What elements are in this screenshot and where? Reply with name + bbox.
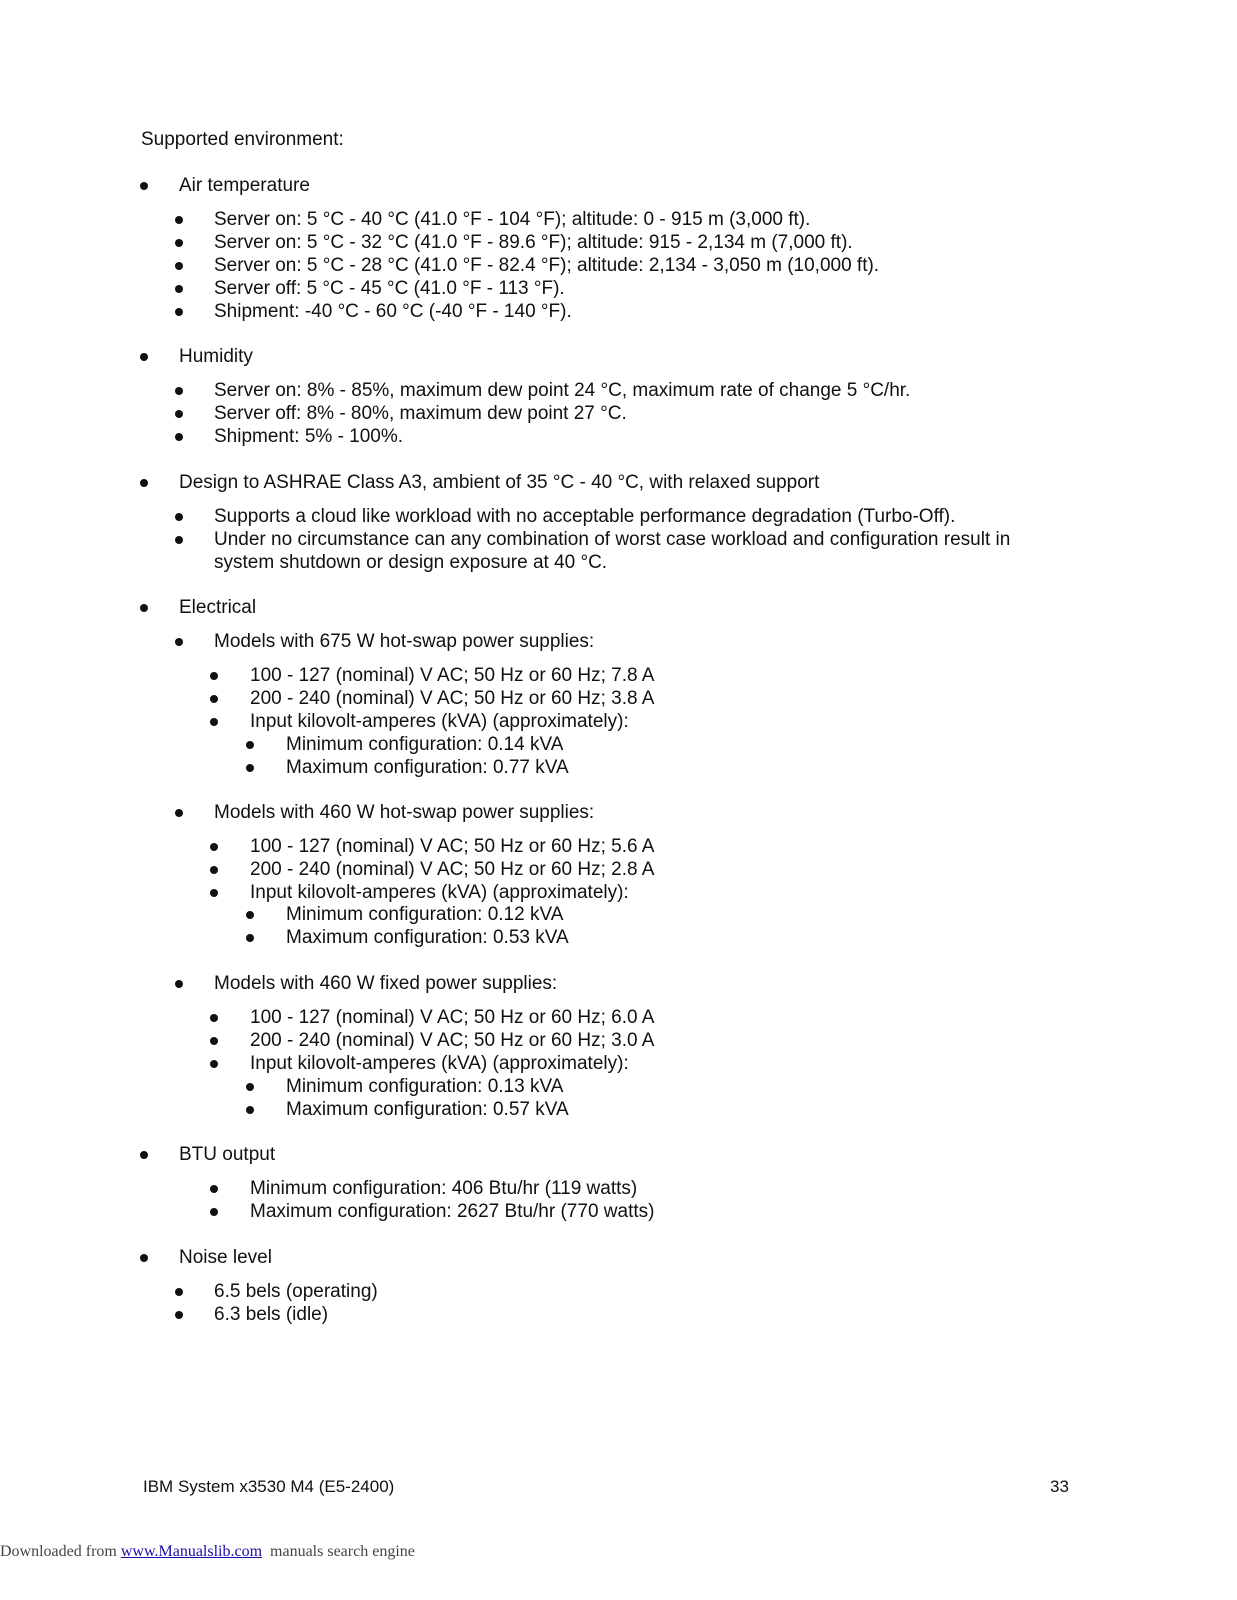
bullet — [140, 479, 148, 487]
bullet — [140, 353, 148, 361]
list-item-continuation: system shutdown or design exposure at 40 °C. — [214, 552, 608, 573]
list-item: 200 - 240 (nominal) V AC; 50 Hz or 60 Hz; 3.8 A — [250, 688, 655, 709]
group-title: Models with 675 W hot-swap power supplies: — [214, 631, 595, 652]
bullet — [210, 866, 218, 874]
section-heading: Design to ASHRAE Class A3, ambient of 35 °C - 40 °C, with relaxed support — [179, 472, 820, 493]
sub-item: Minimum configuration: 0.14 kVA — [286, 734, 564, 755]
bullet — [175, 1311, 183, 1319]
list-item: 200 - 240 (nominal) V AC; 50 Hz or 60 Hz; 2.8 A — [250, 859, 655, 880]
bullet — [246, 1106, 254, 1114]
list-item: 6.3 bels (idle) — [214, 1304, 329, 1325]
bullet — [210, 1185, 218, 1193]
list-item: Input kilovolt-amperes (kVA) (approximately): — [250, 711, 629, 732]
credit-prefix: Downloaded from — [0, 1543, 121, 1560]
bullet — [210, 718, 218, 726]
list-item: Under no circumstance can any combination of worst case workload and configuration result in — [214, 529, 1011, 550]
bullet — [210, 1208, 218, 1216]
sub-item: Minimum configuration: 0.12 kVA — [286, 904, 564, 925]
sub-item: Minimum configuration: 0.13 kVA — [286, 1076, 564, 1097]
list-item: Server on: 5 °C - 32 °C (41.0 °F - 89.6 °F); altitude: 915 - 2,134 m (7,000 ft). — [214, 232, 853, 253]
bullet — [175, 239, 183, 247]
bullet — [210, 672, 218, 680]
bullet — [175, 216, 183, 224]
bullet — [210, 843, 218, 851]
list-item: Shipment: -40 °C - 60 °C (-40 °F - 140 °F). — [214, 301, 572, 322]
bullet — [175, 1288, 183, 1296]
list-item: 100 - 127 (nominal) V AC; 50 Hz or 60 Hz; 7.8 A — [250, 665, 655, 686]
manualslib-link[interactable]: www.Manualslib.com — [120, 1543, 263, 1560]
bullet — [175, 638, 183, 646]
list-item: Input kilovolt-amperes (kVA) (approximately): — [250, 1053, 629, 1074]
bullet — [140, 1151, 148, 1159]
bullet — [175, 980, 183, 988]
section-heading: Humidity — [179, 346, 253, 367]
group-title: Models with 460 W hot-swap power supplies: — [214, 802, 595, 823]
bullet — [246, 934, 254, 942]
section-heading: BTU output — [179, 1144, 276, 1165]
bullet — [210, 1060, 218, 1068]
list-item: Input kilovolt-amperes (kVA) (approximately): — [250, 882, 629, 903]
list-item: Shipment: 5% - 100%. — [214, 426, 404, 447]
list-item: 6.5 bels (operating) — [214, 1281, 378, 1302]
section-heading: Electrical — [179, 597, 257, 618]
bullet — [210, 889, 218, 897]
bullet — [140, 1254, 148, 1262]
bullet — [246, 741, 254, 749]
bullet — [175, 308, 183, 316]
bullet — [210, 695, 218, 703]
bullet — [140, 604, 148, 612]
list-item: Minimum configuration: 406 Btu/hr (119 watts) — [250, 1178, 638, 1199]
bullet — [246, 1083, 254, 1091]
list-item: Server on: 8% - 85%, maximum dew point 24 °C, maximum rate of change 5 °C/hr. — [214, 380, 911, 401]
list-item: Server on: 5 °C - 28 °C (41.0 °F - 82.4 °F); altitude: 2,134 - 3,050 m (10,000 ft). — [214, 255, 880, 276]
sub-item: Maximum configuration: 0.77 kVA — [286, 757, 569, 778]
sub-item: Maximum configuration: 0.57 kVA — [286, 1099, 569, 1120]
list-item: 100 - 127 (nominal) V AC; 50 Hz or 60 Hz; 6.0 A — [250, 1007, 655, 1028]
section-heading: Noise level — [179, 1247, 272, 1268]
bullet — [210, 1037, 218, 1045]
bullet — [175, 262, 183, 270]
list-item: 200 - 240 (nominal) V AC; 50 Hz or 60 Hz; 3.0 A — [250, 1030, 655, 1051]
list-item: Server off: 5 °C - 45 °C (41.0 °F - 113 °F). — [214, 278, 565, 299]
download-credit — [0, 1542, 415, 1562]
bullet — [175, 536, 183, 544]
sub-item: Maximum configuration: 0.53 kVA — [286, 927, 569, 948]
list-item: Server off: 8% - 80%, maximum dew point 27 °C. — [214, 403, 627, 424]
page-number: 33 — [1050, 1477, 1069, 1496]
footer-title: IBM System x3530 M4 (E5-2400) — [143, 1477, 395, 1496]
bullet — [246, 764, 254, 772]
list-item: Server on: 5 °C - 40 °C (41.0 °F - 104 °F); altitude: 0 - 915 m (3,000 ft). — [214, 209, 811, 230]
list-item: Supports a cloud like workload with no acceptable performance degradation (Turbo-Off). — [214, 506, 956, 527]
bullet — [175, 809, 183, 817]
bullet — [175, 433, 183, 441]
credit-suffix: manuals search engine — [262, 1543, 415, 1560]
bullet — [175, 285, 183, 293]
bullet — [175, 513, 183, 521]
list-item: 100 - 127 (nominal) V AC; 50 Hz or 60 Hz; 5.6 A — [250, 836, 655, 857]
bullet — [175, 410, 183, 418]
list-item: Maximum configuration: 2627 Btu/hr (770 watts) — [250, 1201, 655, 1222]
section-heading: Air temperature — [179, 175, 310, 196]
intro-text: Supported environment: — [141, 129, 344, 150]
bullet — [246, 911, 254, 919]
bullet — [210, 1014, 218, 1022]
bullet — [175, 387, 183, 395]
bullet — [140, 182, 148, 190]
group-title: Models with 460 W fixed power supplies: — [214, 973, 558, 994]
